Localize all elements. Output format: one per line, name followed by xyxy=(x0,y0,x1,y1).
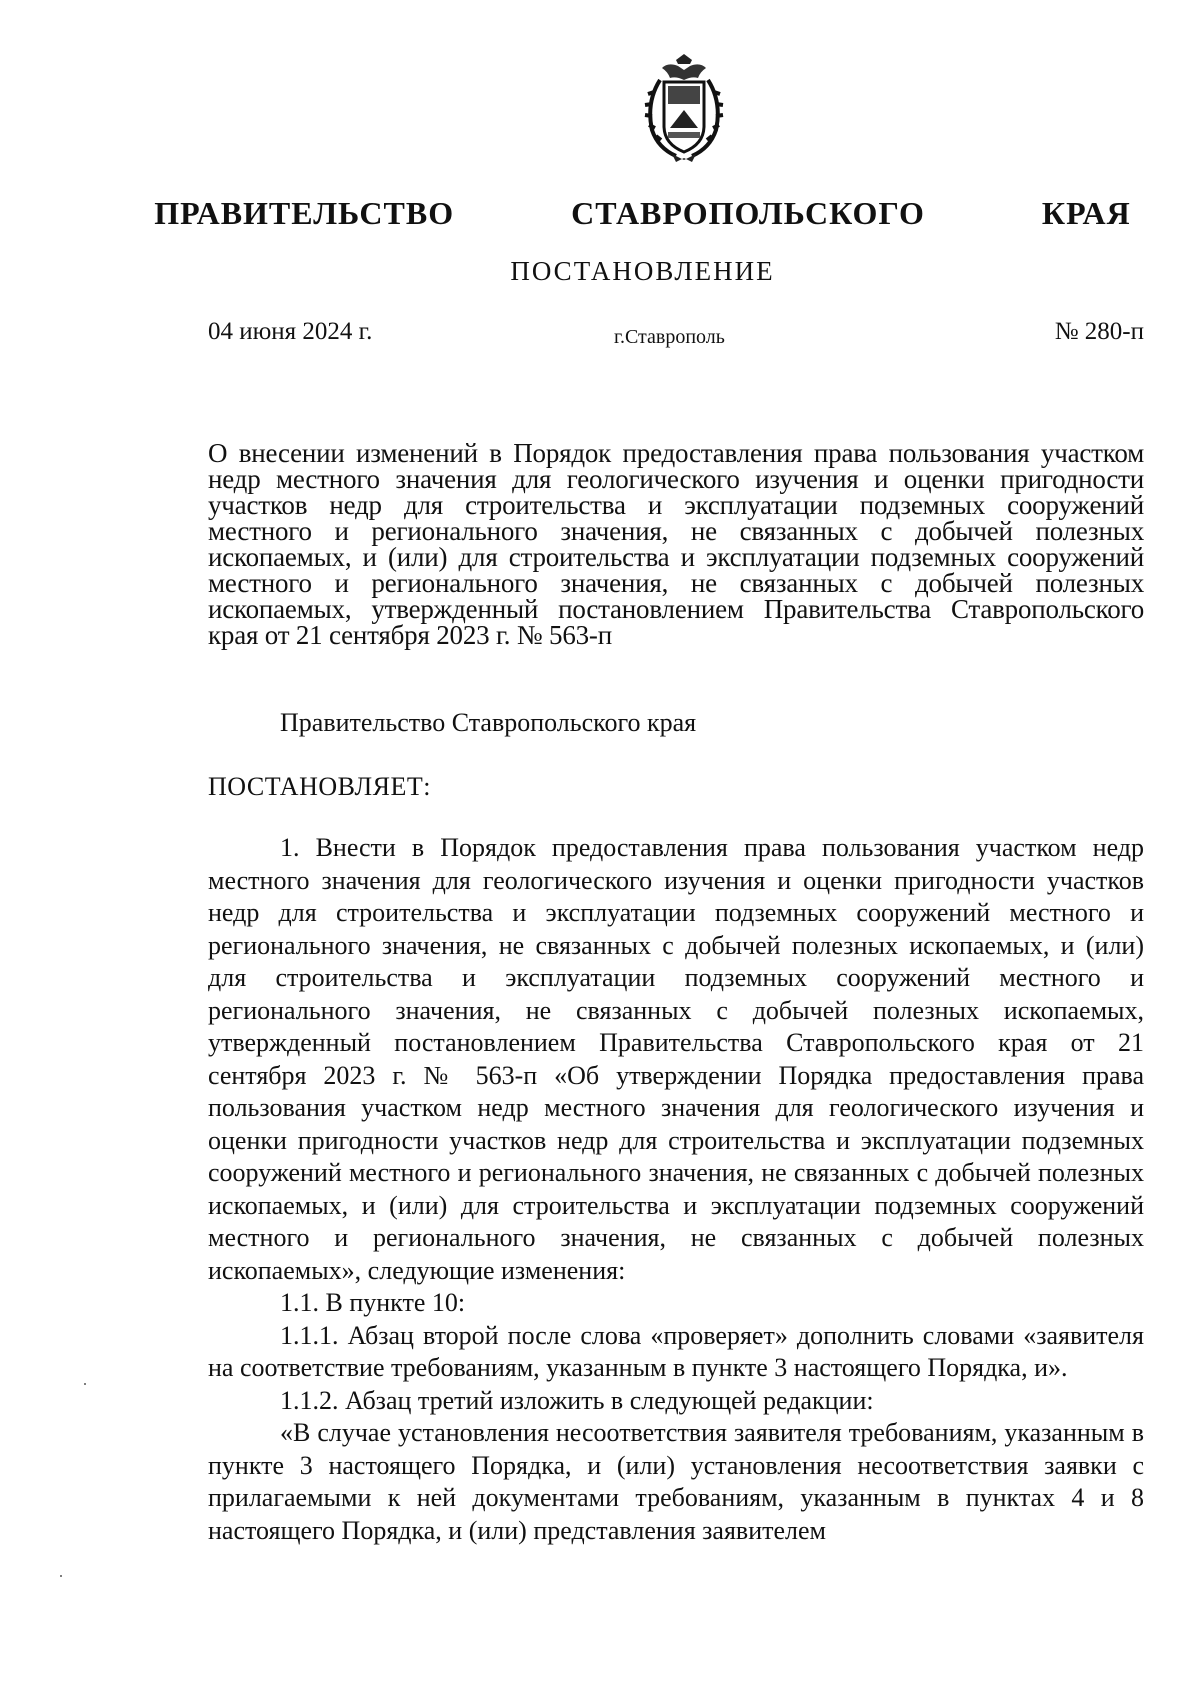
preamble: Правительство Ставропольского края xyxy=(280,708,697,737)
paragraph-1-1: 1.1. В пункте 10: xyxy=(280,1288,466,1317)
document-meta xyxy=(208,318,1144,358)
document-date: 04 июня 2024 г. xyxy=(208,318,373,345)
document-city: г.Ставрополь xyxy=(614,326,725,348)
document-number: № 280-п xyxy=(1054,318,1144,345)
paragraph-1-1-1: 1.1.1. Абзац второй после слова «проверяет» дополнить словами «заявителя на соответствие требованиям, указанным в пункте 3 настоящего Порядка, и». xyxy=(208,1320,1144,1382)
scan-speck xyxy=(84,1383,86,1385)
document-subject: О внесении изменений в Порядок предоставления права пользования участком недр местного значения для геологического изучения и оценки пригодности участков недр для строительства и эксплуатации подземных сооружений местного и регионального значения, не связанных с добычей полезных ископаемых, и (или) для строительства и эксплуатации подземных сооружений местного и регионального значения, не связанных с добычей полезных ископаемых, утвержденный постановлением Правительства Ставропольского края от 21 сентября 2023 г. № 563-п xyxy=(208,438,1144,650)
document-body xyxy=(208,832,1144,1547)
government-title: ПРАВИТЕЛЬСТВО СТАВРОПОЛЬСКОГО КРАЯ xyxy=(154,195,1131,231)
paragraph-1: 1. Внести в Порядок предоставления права пользования участком недр местного значения для геологического изучения и оценки пригодности участков недр для строительства и эксплуатации подземных сооружений местного и регионального значения, не связанных с добычей полезных ископаемых, и (или) для строительства и эксплуатации подземных сооружений местного и регионального значения, не связанных с добычей полезных ископаемых, утвержденный постановлением Правительства Ставропольского края от 21 сентября 2023 г. № 563-п «Об утверждении Порядка предоставления права пользования участком недр местного значения для геологического изучения и оценки пригодности участков недр для строительства и эксплуатации подземных сооружений местного и регионального значения, не связанных с добычей полезных ископаемых, и (или) для строительства и эксплуатации подземных сооружений местного и регионального значения, не связанных с добычей полезных ископаемых», следующие изменения: xyxy=(208,833,1144,1285)
coat-of-arms-icon xyxy=(632,52,736,164)
document-type: ПОСТАНОВЛЕНИЕ xyxy=(510,256,775,286)
paragraph-quote: «В случае установления несоответствия заявителя требованиям, указанным в пункте 3 настоящего Порядка, и (или) установления несоответствия заявки с прилагаемыми к ней документами требованиям, указанным в пунктах 4 и 8 настоящего Порядка, и (или) представления заявителем xyxy=(208,1418,1144,1545)
resolves-heading: ПОСТАНОВЛЯЕТ: xyxy=(208,772,431,801)
scan-speck xyxy=(60,1575,62,1577)
paragraph-1-1-2: 1.1.2. Абзац третий изложить в следующей редакции: xyxy=(280,1385,874,1415)
